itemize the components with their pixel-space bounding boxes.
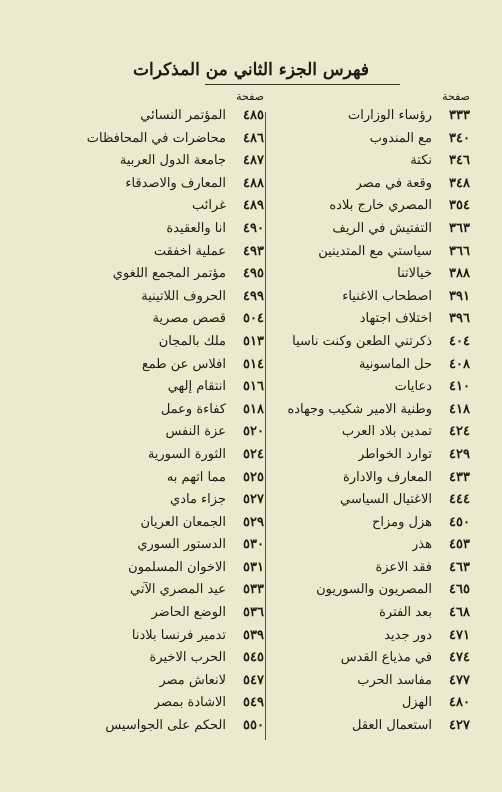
index-entry — [29, 492, 264, 515]
entry-page-number: ٤٥٠ — [449, 514, 470, 530]
index-entry — [235, 176, 470, 199]
entry-page-number: ٣٤٨ — [449, 175, 470, 191]
index-entry — [29, 334, 264, 357]
index-entry — [235, 718, 470, 741]
entry-title: بعد الفترة — [379, 605, 432, 621]
index-entry — [235, 492, 470, 515]
entry-title: المصري خارج بلاده — [329, 198, 432, 214]
index-entry — [29, 153, 264, 176]
entry-page-number: ٤٠٨ — [449, 356, 470, 372]
entry-title: في مذياع القدس — [340, 650, 432, 666]
index-entry — [235, 650, 470, 673]
entry-title: الاغتيال السياسي — [340, 492, 432, 508]
page-title: فهرس الجزء الثاني من المذكرات — [132, 60, 370, 80]
index-entry — [29, 515, 264, 538]
column-header-page: صفحة — [236, 90, 264, 103]
entry-title: غرائب — [192, 198, 226, 214]
entry-list — [29, 108, 264, 741]
entry-page-number: ٥٥٠ — [243, 718, 264, 734]
index-entry — [235, 424, 470, 447]
index-entry — [235, 447, 470, 470]
index-entry — [29, 673, 264, 696]
index-entry — [29, 198, 264, 221]
entry-page-number: ٥٢٥ — [243, 469, 264, 485]
entry-title: الجمعان العريان — [140, 514, 226, 530]
index-entry — [29, 221, 264, 244]
entry-page-number: ٤٦٨ — [449, 605, 470, 621]
entry-title: كفاءة وعمل — [160, 401, 226, 417]
index-entry — [29, 266, 264, 289]
entry-title: نكتة — [410, 153, 432, 169]
entry-page-number: ٤١٠ — [449, 379, 470, 395]
column-header-page: صفحة — [442, 90, 470, 103]
entry-title: المعارف والادارة — [342, 469, 432, 485]
index-entry — [235, 108, 470, 131]
entry-page-number: ٤٨٦ — [243, 130, 264, 146]
entry-page-number: ٤٨٨ — [243, 175, 264, 191]
index-entry — [29, 379, 264, 402]
index-entry — [235, 198, 470, 221]
index-entry — [235, 695, 470, 718]
entry-page-number: ٣٩١ — [449, 288, 470, 304]
title-underline — [205, 84, 400, 85]
entry-page-number: ٤٨٥ — [243, 108, 264, 123]
entry-title: انا والعقيدة — [166, 220, 226, 236]
index-entry — [235, 402, 470, 425]
index-entry — [29, 424, 264, 447]
entry-page-number: ٤٨٠ — [449, 695, 470, 711]
entry-page-number: ٥٠٤ — [243, 311, 264, 327]
index-entry — [29, 718, 264, 741]
entry-title: الاخوان المسلمون — [128, 559, 226, 575]
entry-page-number: ٣٥٤ — [449, 198, 470, 214]
index-entry — [235, 470, 470, 493]
entry-page-number: ٥٤٥ — [243, 650, 264, 666]
entry-page-number: ٤٦٥ — [449, 582, 470, 598]
entry-title: المصريون والسوريون — [316, 582, 432, 598]
entry-page-number: ٤٦٣ — [449, 559, 470, 575]
index-entry — [235, 334, 470, 357]
entry-page-number: ٥١٦ — [243, 379, 264, 395]
index-entry — [235, 221, 470, 244]
entry-title: عيد المصري الآتي — [130, 582, 226, 598]
index-entry — [235, 560, 470, 583]
entry-title: لانعاش مصر — [159, 672, 226, 688]
index-entry — [29, 695, 264, 718]
entry-title: الحروف اللاتينية — [141, 288, 226, 304]
entry-page-number: ٣٤٠ — [449, 130, 470, 146]
entry-title: التفتيش في الريف — [332, 220, 432, 236]
entry-page-number: ٤٩٩ — [243, 288, 264, 304]
index-entry — [29, 289, 264, 312]
index-entry — [235, 311, 470, 334]
entry-page-number: ٥٢٩ — [243, 514, 264, 530]
entry-page-number: ٤٥٣ — [449, 537, 470, 553]
index-entry — [29, 470, 264, 493]
entry-title: مفاسد الحرب — [357, 672, 432, 688]
entry-page-number: ٥١٨ — [243, 401, 264, 417]
entry-page-number: ٥٢٤ — [243, 446, 264, 462]
entry-title: انتقام إلهي — [167, 379, 226, 395]
index-entry — [29, 560, 264, 583]
index-entry — [235, 244, 470, 267]
entry-page-number: ٤٠٤ — [449, 333, 470, 349]
entry-page-number: ٤٨٩ — [243, 198, 264, 214]
entry-title: ذكرتني الطعن وكنت ناسياً — [292, 333, 432, 349]
entry-title: عزة النفس — [165, 424, 226, 440]
entry-title: افلاس عن طمع — [141, 356, 226, 372]
index-entry — [29, 108, 264, 131]
index-entry — [29, 357, 264, 380]
entry-title: وقعة في مصر — [355, 175, 432, 191]
entry-page-number: ٤٧١ — [449, 627, 470, 643]
entry-page-number: ٣٩٦ — [449, 311, 470, 327]
entry-title: حل الماسونية — [358, 356, 432, 372]
entry-title: اصطحاب الاغنياء — [342, 288, 432, 304]
entry-page-number: ٤٣٣ — [449, 469, 470, 485]
entry-page-number: ٤٢٧ — [449, 718, 470, 734]
entry-page-number: ٥٤٩ — [243, 695, 264, 711]
entry-title: الهزل — [401, 695, 432, 711]
entry-title: تدمير فرنسا بلادنا — [131, 627, 226, 643]
entry-title: وطنية الامير شكيب وجهاده — [287, 401, 432, 417]
entry-page-number: ٤٩٠ — [243, 220, 264, 236]
index-entry — [29, 176, 264, 199]
entry-page-number: ٣٦٣ — [449, 220, 470, 236]
entry-page-number: ٤١٨ — [449, 401, 470, 417]
entry-page-number: ٥١٣ — [243, 333, 264, 349]
entry-page-number: ٤٧٤ — [449, 650, 470, 666]
index-entry — [235, 379, 470, 402]
entry-title: الثورة السورية — [147, 446, 226, 462]
index-entry — [29, 605, 264, 628]
entry-page-number: ٥٢٧ — [243, 492, 264, 508]
entry-list — [235, 108, 470, 741]
index-entry — [235, 673, 470, 696]
index-entry — [29, 244, 264, 267]
entry-title: دور جديد — [384, 627, 432, 643]
entry-title: الاشادة بمصر — [153, 695, 226, 711]
entry-page-number: ٤٩٥ — [243, 266, 264, 282]
entry-page-number: ٤٤٤ — [449, 492, 470, 508]
entry-title: عملية أخفقت — [153, 243, 226, 259]
entry-title: اختلاف اجتهاد — [359, 311, 432, 327]
index-entry — [29, 311, 264, 334]
index-entry — [235, 582, 470, 605]
entry-title: هزل ومزاح — [371, 514, 432, 530]
entry-title: هذر — [412, 537, 432, 553]
entry-page-number: ٥٣٠ — [243, 537, 264, 553]
index-entry — [29, 628, 264, 651]
index-entry — [235, 537, 470, 560]
entry-title: فقد الاعزة — [375, 559, 432, 575]
index-entry — [235, 628, 470, 651]
column-divider — [265, 112, 266, 740]
entry-title: قصص مصرية — [152, 311, 226, 327]
index-entry — [235, 289, 470, 312]
entry-title: توارد الخواطر — [358, 446, 432, 462]
index-entry — [29, 131, 264, 154]
entry-title: المعارف والاصدقاء — [125, 175, 226, 191]
entry-title: جامعة الدول العربية — [119, 153, 226, 169]
index-entry — [235, 131, 470, 154]
index-entry — [29, 650, 264, 673]
entry-title: رؤساء الوزارات — [348, 108, 432, 123]
entry-title: الوضع الحاضر — [151, 605, 226, 621]
index-entry — [235, 357, 470, 380]
entry-page-number: ٥١٤ — [243, 356, 264, 372]
entry-page-number: ٤٨٧ — [243, 153, 264, 169]
index-entry — [235, 266, 470, 289]
entry-page-number: ٥٣٣ — [243, 582, 264, 598]
entry-title: تمدين بلاد العرب — [341, 424, 432, 440]
entry-title: استعمال العقل — [351, 718, 432, 734]
entry-title: الحرب الاخيرة — [149, 650, 226, 666]
entry-page-number: ٣٣٣ — [449, 108, 470, 123]
entry-page-number: ٥٢٠ — [243, 424, 264, 440]
entry-page-number: ٣٤٦ — [449, 153, 470, 169]
entry-title: المؤتمر النسائي — [140, 108, 226, 123]
entry-page-number: ٥٤٧ — [243, 672, 264, 688]
entry-page-number: ٤٩٣ — [243, 243, 264, 259]
entry-title: مؤتمر المجمع اللغوي — [112, 266, 226, 282]
entry-title: الحكم على الجواسيس — [105, 718, 226, 734]
entry-title: خيالاتنا — [397, 266, 432, 282]
index-entry — [29, 582, 264, 605]
entry-title: جزاء مادي — [170, 492, 226, 508]
index-entry — [29, 537, 264, 560]
entry-page-number: ٥٣٩ — [243, 627, 264, 643]
entry-page-number: ٥٣١ — [243, 559, 264, 575]
index-entry — [29, 402, 264, 425]
index-entry — [235, 605, 470, 628]
entry-title: ملك بالمجان — [158, 333, 226, 349]
index-entry — [235, 153, 470, 176]
entry-page-number: ٣٨٨ — [449, 266, 470, 282]
entry-title: الدستور السوري — [137, 537, 226, 553]
entry-title: محاضرات في المحافظات — [86, 130, 226, 146]
index-column-right — [235, 90, 470, 741]
entry-title: دعايات — [394, 379, 432, 395]
entry-page-number: ٥٣٦ — [243, 605, 264, 621]
entry-page-number: ٤٢٩ — [449, 446, 470, 462]
entry-page-number: ٤٢٤ — [449, 424, 470, 440]
entry-page-number: ٤٧٧ — [449, 672, 470, 688]
index-entry — [235, 515, 470, 538]
entry-title: مع المندوب — [369, 130, 432, 146]
index-entry — [29, 447, 264, 470]
entry-page-number: ٣٦٦ — [449, 243, 470, 259]
entry-title: سياستي مع المتدينين — [318, 243, 432, 259]
entry-title: مما اتهم به — [166, 469, 226, 485]
index-column-left — [29, 90, 264, 741]
